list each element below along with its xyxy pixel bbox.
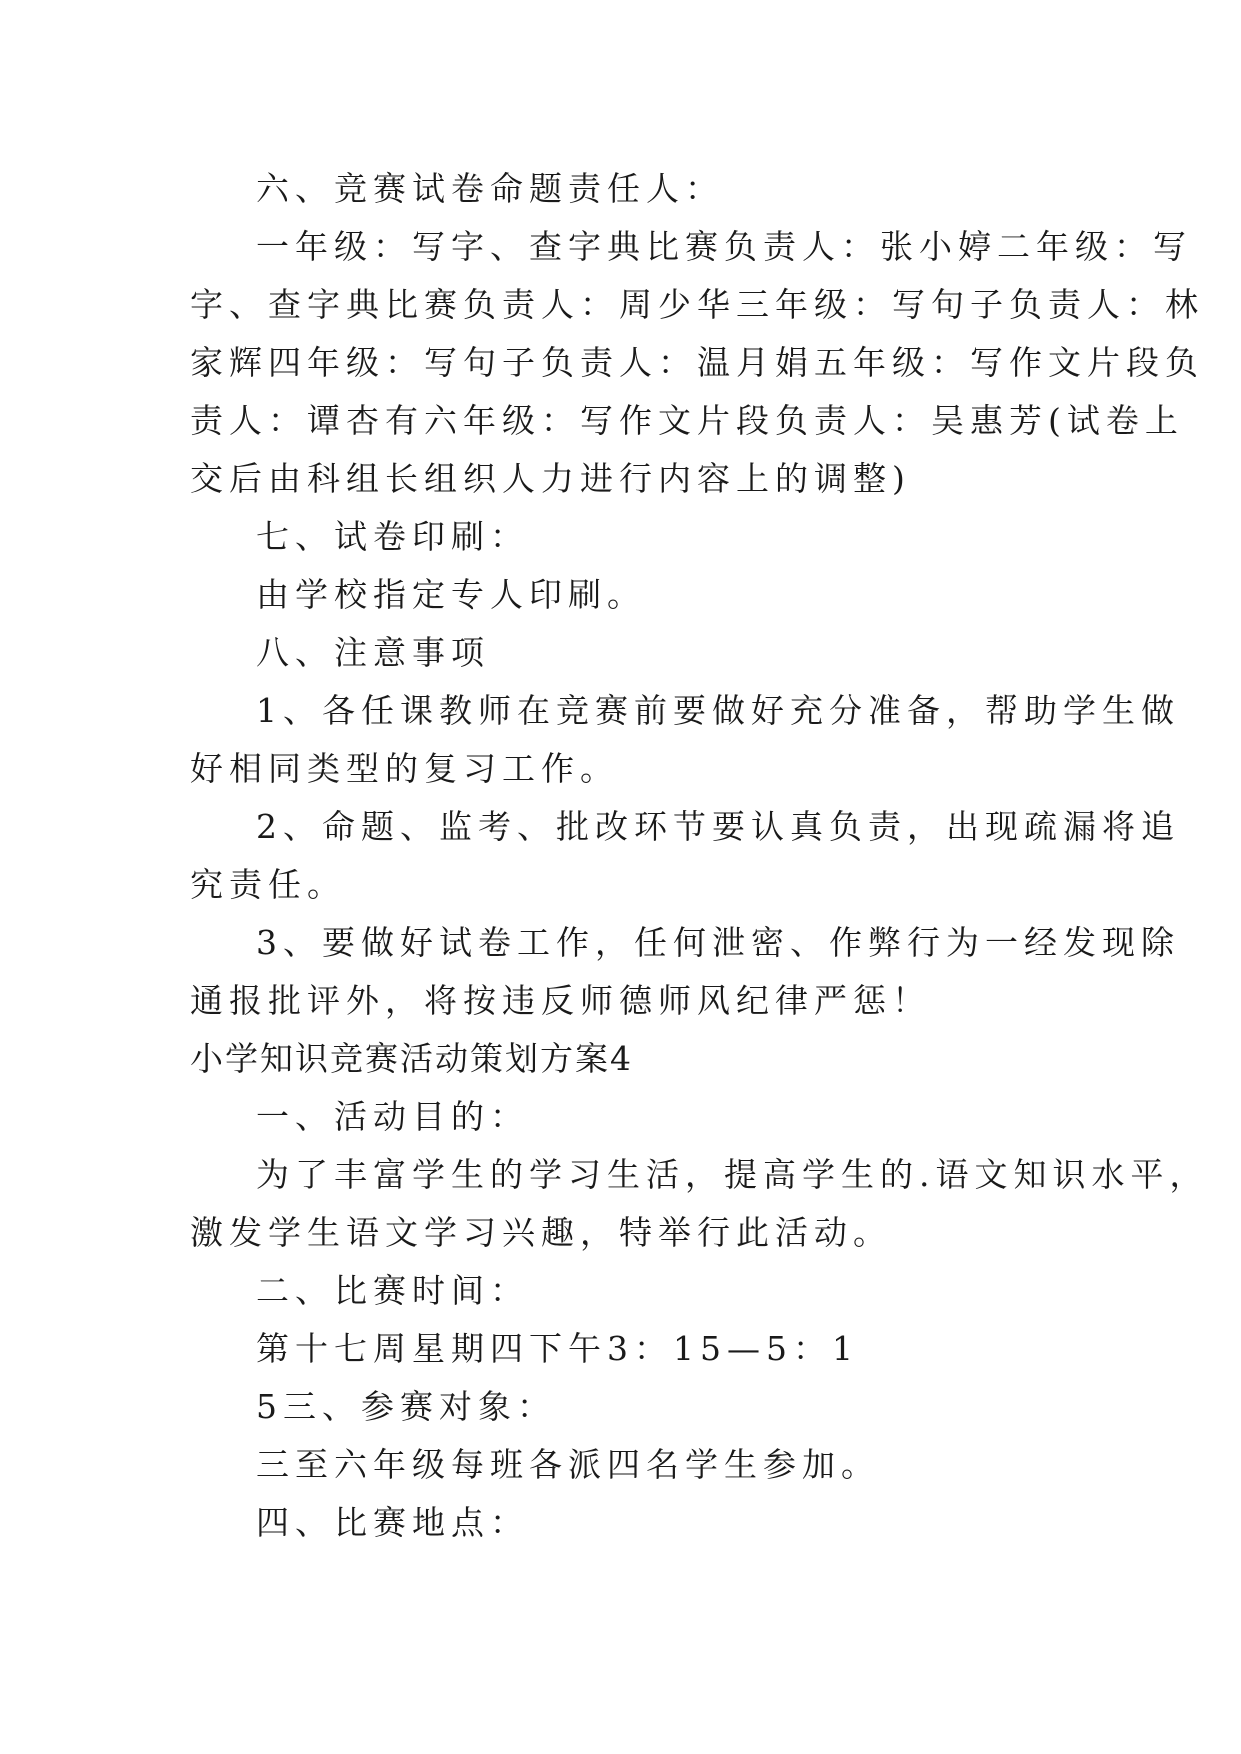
plan-4-section-3-body: 三至六年级每班各派四名学生参加。 — [256, 1445, 880, 1484]
plan-4-section-1-heading: 一、活动目的： — [256, 1097, 529, 1136]
plan-4-section-2-heading: 二、比赛时间： — [256, 1271, 529, 1310]
section-7-body: 由学校指定专人印刷。 — [256, 575, 646, 614]
section-6-body-line: 交后由科组长组织人力进行内容上的调整) — [190, 459, 911, 498]
section-8-item-3 — [190, 914, 1180, 1030]
plan-4-section-3-heading: 5三、参赛对象： — [256, 1387, 556, 1426]
list-item-line: 究责任。 — [190, 865, 346, 904]
plan-4-section-4-heading: 四、比赛地点： — [256, 1503, 529, 1542]
section-8-heading: 八、注意事项 — [256, 633, 490, 672]
list-item-line: 1、各任课教师在竞赛前要做好充分准备，帮助学生做 — [256, 691, 1180, 730]
section-6-body-line: 字、查字典比赛负责人：周少华三年级：写句子负责人：林 — [190, 285, 1204, 324]
section-7-heading: 七、试卷印刷： — [256, 517, 529, 556]
plan-4-section-2-body: 第十七周星期四下午3：15—5：1 — [256, 1329, 859, 1368]
section-6-body-line: 责人：谭杏有六年级：写作文片段负责人：吴惠芳(试卷上 — [190, 401, 1184, 440]
section-8-item-2 — [190, 798, 1180, 914]
list-item-line: 好相同类型的复习工作。 — [190, 749, 619, 788]
body-line: 激发学生语文学习兴趣，特举行此活动。 — [190, 1213, 892, 1252]
section-6-heading: 六、竞赛试卷命题责任人： — [256, 169, 724, 208]
section-6-body-line: 一年级：写字、查字典比赛负责人：张小婷二年级：写 — [256, 227, 1192, 266]
body-line: 为了丰富学生的学习生活，提高学生的.语文知识水平， — [256, 1155, 1209, 1194]
section-6-body — [190, 218, 1204, 508]
list-item-line: 3、要做好试卷工作，任何泄密、作弊行为一经发现除 — [256, 923, 1180, 962]
list-item-line: 2、命题、监考、批改环节要认真负责，出现疏漏将追 — [256, 807, 1180, 846]
section-8-item-1 — [190, 682, 1180, 798]
plan-4-section-1-body — [190, 1146, 1209, 1262]
list-item-line: 通报批评外，将按违反师德师风纪律严惩！ — [190, 981, 931, 1020]
section-6-body-line: 家辉四年级：写句子负责人：温月娟五年级：写作文片段负 — [190, 343, 1204, 382]
document-page — [190, 160, 1209, 1552]
plan-4-title: 小学知识竞赛活动策划方案4 — [190, 1039, 633, 1078]
